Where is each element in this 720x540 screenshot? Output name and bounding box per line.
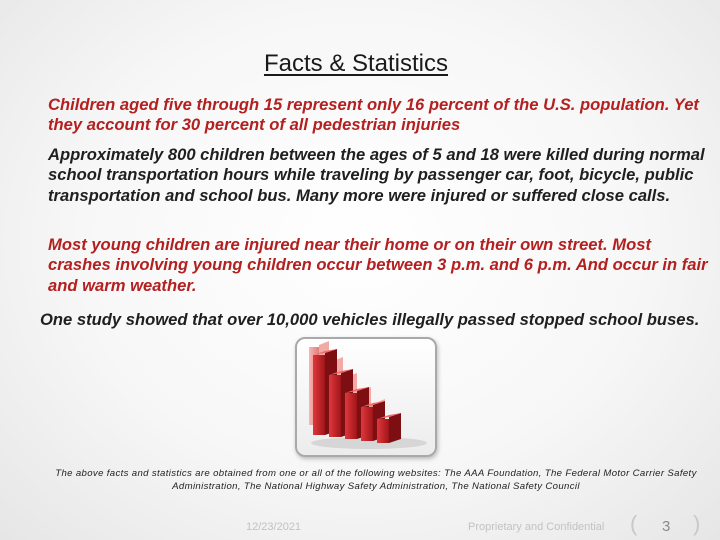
paragraph-children-killed: Approximately 800 children between the ages of 5 and 18 were killed during normal school transportation hours while traveling by passenger car, foot, bicycle, public transportation and school bus. Many more were injured or suffered close calls. bbox=[48, 145, 705, 205]
footer-confidential: Proprietary and Confidential bbox=[468, 521, 605, 533]
footer-date: 12/23/2021 bbox=[246, 521, 302, 533]
page-bracket-right-icon: ) bbox=[693, 511, 701, 536]
page-bracket-left-icon: ( bbox=[630, 511, 638, 536]
descending-bar-chart-icon bbox=[297, 339, 435, 455]
paragraph-where-when-injured: Most young children are injured near their home or on their own street. Most crashes involving young children occur between 3 p.m. and 6 p.m. And occur in fair and warm weather. bbox=[48, 235, 708, 295]
page-number: 3 bbox=[662, 518, 671, 535]
paragraph-illegal-passing: One study showed that over 10,000 vehicles illegally passed stopped school buses. bbox=[40, 310, 700, 329]
source-note: The above facts and statistics are obtained from one or all of the following websites: The AAA Foundation, The Federal Motor Carrier Safety Administration, The National Highway Safety Administration, The National Safety Council bbox=[55, 468, 697, 492]
slide-title: Facts & Statistics bbox=[263, 50, 449, 77]
paragraph-child-pedestrian-share: Children aged five through 15 represent only 16 percent of the U.S. population. Yet they account for 30 percent of all pedestrian injuries bbox=[48, 95, 699, 135]
bar-chart-clipart bbox=[295, 337, 437, 457]
